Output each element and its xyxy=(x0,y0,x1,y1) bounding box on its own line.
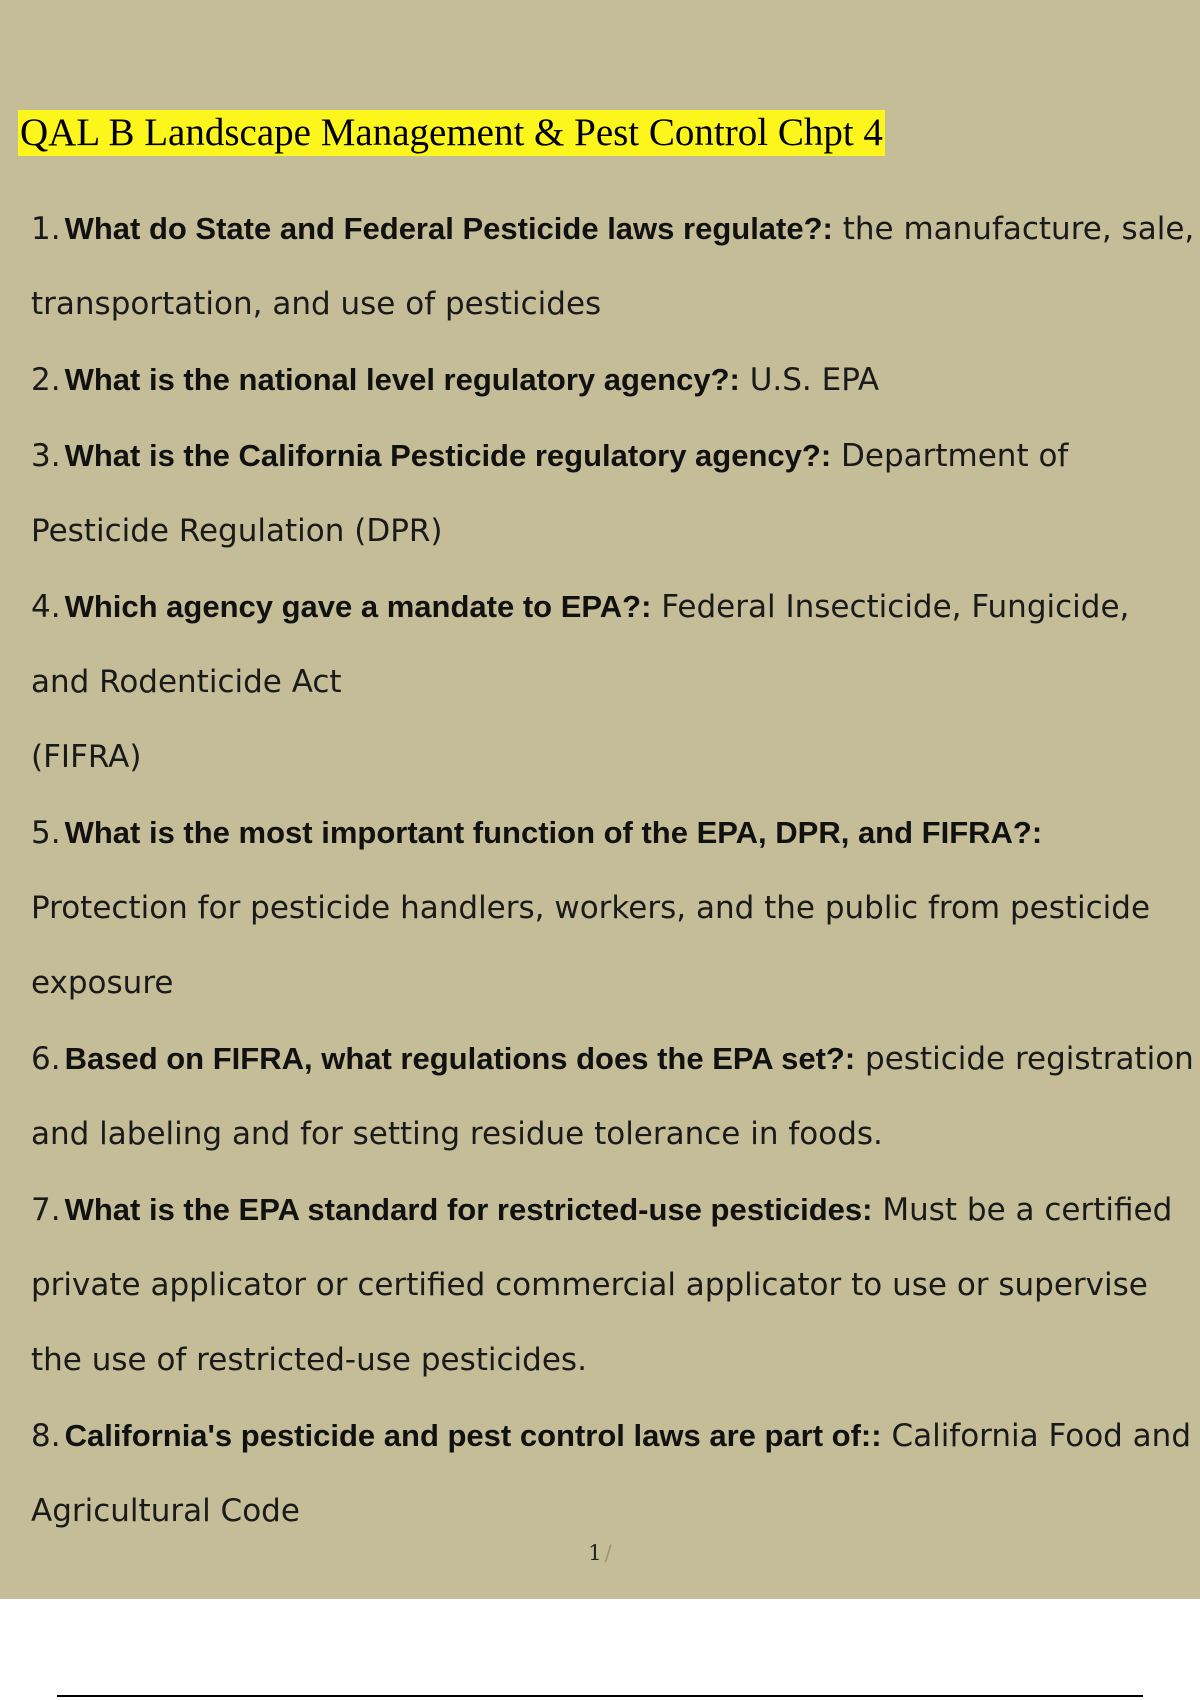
item-number: 5. xyxy=(31,815,61,851)
question-text: What is the national level regulatory agency?: xyxy=(64,362,740,397)
item-number: 4. xyxy=(31,589,61,625)
answer-text: Must be a certified private applicator or certified commercial applicator to use or supervise the use of restricted-use pesticides. xyxy=(31,1192,1173,1378)
qa-item-2 xyxy=(31,342,1196,418)
qa-item-4 xyxy=(31,569,1196,795)
qa-item-3 xyxy=(31,418,1196,569)
item-number: 8. xyxy=(31,1418,61,1454)
question-text: What is the most important function of the EPA, DPR, and FIFRA?: xyxy=(64,815,1043,850)
item-number: 6. xyxy=(31,1041,61,1077)
item-number: 2. xyxy=(31,362,61,398)
page-number-value: 1 xyxy=(588,1541,602,1565)
footer-divider xyxy=(57,1695,1143,1697)
question-text: Which agency gave a mandate to EPA?: xyxy=(64,589,652,624)
answer-text: Federal Insecticide, Fungicide, and Rodenticide Act xyxy=(31,589,1130,700)
item-number: 3. xyxy=(31,438,61,474)
qa-item-5 xyxy=(31,795,1196,1021)
qa-item-7 xyxy=(31,1172,1196,1398)
answer-text: U.S. EPA xyxy=(749,362,880,398)
answer-text-continued: (FIFRA) xyxy=(31,739,142,775)
question-text: California's pesticide and pest control laws are part of:: xyxy=(64,1418,882,1453)
question-text: What is the California Pesticide regulatory agency?: xyxy=(64,438,832,473)
answer-text: Protection for pesticide handlers, workers, and the public from pesticide exposure xyxy=(31,890,1151,1001)
item-number: 1. xyxy=(31,211,61,247)
qa-item-1 xyxy=(31,191,1196,342)
document-title: QAL B Landscape Management & Pest Control Chpt 4 xyxy=(20,111,883,154)
answer-text: California Food and Agricultural Code xyxy=(31,1418,1192,1529)
item-number: 7. xyxy=(31,1192,61,1228)
question-text: What do State and Federal Pesticide laws regulate?: xyxy=(64,211,833,246)
question-text: What is the EPA standard for restricted-use pesticides: xyxy=(64,1192,873,1227)
answer-text: Department of Pesticide Regulation (DPR) xyxy=(31,438,1069,549)
page-number xyxy=(0,1541,1200,1565)
answer-text: the manufacture, sale, transportation, and use of pesticides xyxy=(31,211,1195,322)
question-text: Based on FIFRA, what regulations does the EPA set?: xyxy=(64,1041,856,1076)
qa-item-6 xyxy=(31,1021,1196,1172)
answer-text: pesticide registration and labeling and for setting residue tolerance in foods. xyxy=(31,1041,1194,1152)
qa-list xyxy=(31,191,1196,1549)
page-number-separator: / xyxy=(604,1541,612,1565)
qa-item-8 xyxy=(31,1398,1196,1549)
